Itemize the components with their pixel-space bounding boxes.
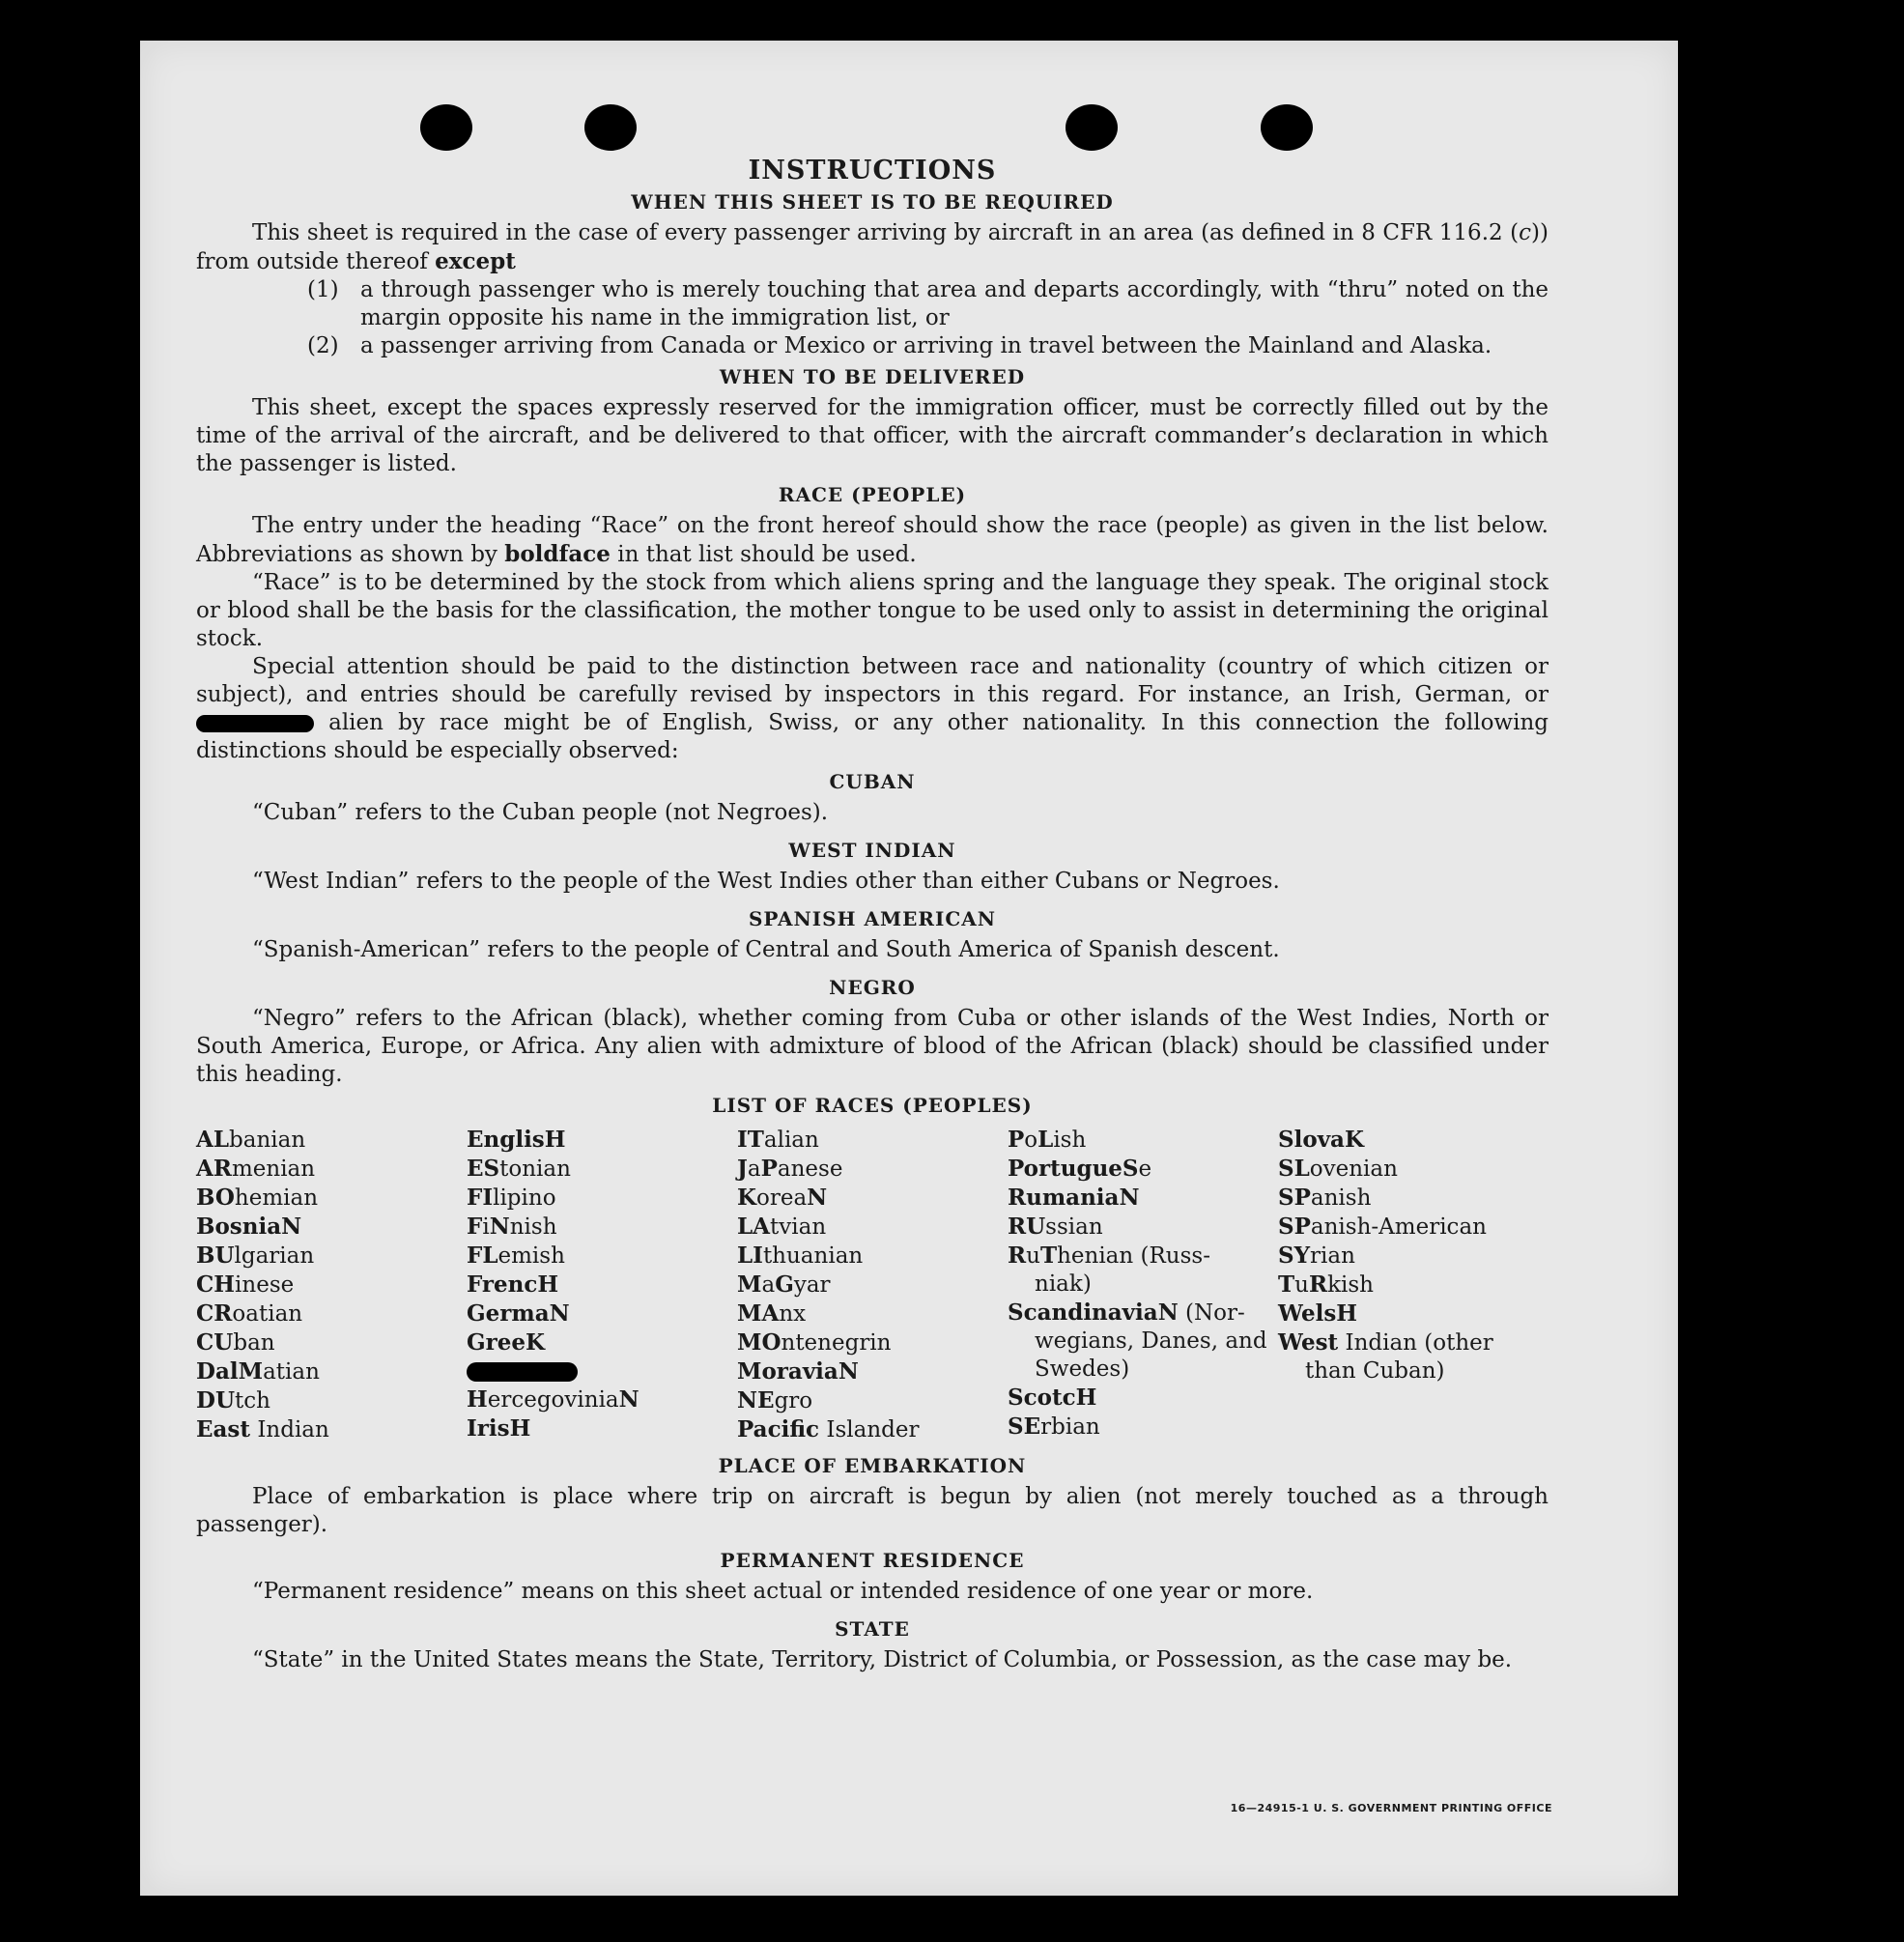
section-heading: PLACE OF EMBARKATION — [718, 1454, 1027, 1477]
paragraph: The entry under the heading “Race” on the front hereof should show the race (people) as given in the list below. Abbreviations as shown by boldface in that list should be used. — [196, 513, 1549, 567]
redaction-mark — [467, 1362, 578, 1382]
section-heading: WHEN THIS SHEET IS TO BE REQUIRED — [631, 190, 1114, 214]
punch-hole — [1261, 104, 1313, 151]
race-entry: SErbian — [1008, 1414, 1100, 1440]
race-column — [1278, 1126, 1549, 1444]
race-column — [196, 1126, 467, 1444]
page-title: INSTRUCTIONS — [748, 156, 997, 186]
race-entry: ScotcH — [1008, 1385, 1097, 1411]
paragraph: “Negro” refers to the African (black), whether coming from Cuba or other islands of the West Indies, North or South America, Europe, or Africa. Any alien with admixture of blood of the African (black) should be classified under this heading. — [196, 1006, 1549, 1087]
section-heading: SPANISH AMERICAN — [748, 907, 997, 930]
race-entry: BOhemian — [196, 1185, 319, 1211]
race-entry: CUban — [196, 1329, 275, 1356]
section-heading: WEST INDIAN — [788, 839, 956, 862]
race-entry: EnglisH — [467, 1127, 566, 1153]
section-heading: LIST OF RACES (PEOPLES) — [712, 1094, 1033, 1117]
race-entry: SLovenian — [1278, 1156, 1398, 1182]
list-item: (1) a through passenger who is merely touching that area and departs accordingly, with “thru” noted on the margin opposite his name in the immigration list, or — [307, 277, 1549, 330]
race-entry: NEgro — [737, 1387, 813, 1414]
race-entry: MAnx — [737, 1300, 807, 1327]
section-heading: RACE (PEOPLE) — [778, 483, 967, 506]
race-entry: FLemish — [467, 1242, 565, 1269]
paragraph: “West Indian” refers to the people of the West Indies other than either Cubans or Negroes. — [252, 869, 1280, 894]
list-item: (2) a passenger arriving from Canada or Mexico or arriving in travel between the Mainland and Alaska. — [307, 333, 1492, 358]
race-column — [1008, 1126, 1278, 1444]
punch-hole — [1066, 104, 1118, 151]
race-entry: ALbanian — [196, 1127, 306, 1153]
race-entry: LIthuanian — [737, 1242, 864, 1269]
race-entry: CRoatian — [196, 1300, 303, 1327]
race-entry: SYrian — [1278, 1242, 1355, 1269]
section-heading: PERMANENT RESIDENCE — [720, 1549, 1025, 1572]
paragraph: “Permanent residence” means on this sheet actual or intended residence of one year or more. — [252, 1579, 1314, 1604]
paragraph: “Race” is to be determined by the stock from which aliens spring and the language they speak. The original stock or blood shall be the basis for the classification, the mother tongue to be used only to assist in determining the original stock. — [196, 570, 1549, 651]
race-entry: MaGyar — [737, 1271, 831, 1298]
race-entry: PortugueSe — [1008, 1156, 1152, 1182]
race-entry: SPanish — [1278, 1185, 1372, 1211]
paragraph: This sheet, except the spaces expressly reserved for the immigration officer, must be correctly filled out by the time of the arrival of the aircraft, and be delivered to that officer, with the aircraft commander’s declaration in which the passenger is listed. — [196, 395, 1549, 476]
race-entry: DalMatian — [196, 1358, 320, 1385]
race-entry: KoreaN — [737, 1185, 828, 1211]
race-entry: West Indian (other than Cuban) — [1278, 1329, 1493, 1384]
punch-hole — [420, 104, 472, 151]
race-entry: BUlgarian — [196, 1242, 315, 1269]
race-entry: CHinese — [196, 1271, 295, 1298]
paragraph: “State” in the United States means the State, Territory, District of Columbia, or Possession, as the case may be. — [252, 1647, 1513, 1672]
section-heading: STATE — [835, 1617, 910, 1641]
paragraph: Special attention should be paid to the distinction between race and nationality (country of which citizen or subject), and entries should be carefully revised by inspectors in this regard. For instance, an Irish, German, or alien by race might be of English, Swiss, or any other nationality. In this connection the following distinctions should be especially observed: — [196, 654, 1549, 763]
race-entry: RumaniaN — [1008, 1185, 1140, 1211]
section-heading: CUBAN — [829, 770, 916, 793]
race-entry: MoraviaN — [737, 1358, 859, 1385]
printer-imprint: 16—24915-1 U. S. GOVERNMENT PRINTING OFFICE — [1230, 1802, 1552, 1814]
race-entry: BosniaN — [196, 1214, 302, 1240]
race-entry: Pacific Islander — [737, 1416, 920, 1442]
race-entry: JaPanese — [737, 1156, 843, 1182]
race-entry: ScandinaviaN (Nor- wegians, Danes, and Swedes) — [1008, 1299, 1267, 1382]
race-entry — [467, 1357, 737, 1385]
race-entry: IrisH — [467, 1415, 531, 1442]
race-entry: GreeK — [467, 1329, 546, 1356]
race-entry: PoLish — [1008, 1127, 1087, 1153]
race-entry: RuThenian (Russ- niak) — [1008, 1242, 1210, 1297]
document-page — [140, 41, 1678, 1896]
race-entry: ITalian — [737, 1127, 819, 1153]
punch-hole — [584, 104, 637, 151]
redaction-mark — [196, 715, 314, 732]
race-entry: FrencH — [467, 1271, 559, 1298]
race-entry: LAtvian — [737, 1214, 827, 1240]
race-entry: FIlipino — [467, 1185, 556, 1211]
race-entry: EStonian — [467, 1156, 571, 1182]
race-list — [196, 1126, 1549, 1444]
race-entry: ARmenian — [196, 1156, 316, 1182]
race-entry: DUtch — [196, 1387, 270, 1414]
race-entry: SlovaK — [1278, 1127, 1364, 1153]
paragraph: This sheet is required in the case of every passenger arriving by aircraft in an area (as defined in 8 CFR 116.2 (c)) from outside thereof except — [196, 220, 1549, 274]
race-entry: FiNnish — [467, 1214, 557, 1240]
race-entry: RUssian — [1008, 1214, 1103, 1240]
section-heading: WHEN TO BE DELIVERED — [719, 365, 1026, 388]
race-entry: HercegoviniaN — [467, 1386, 639, 1413]
race-entry: SPanish-American — [1278, 1214, 1487, 1240]
race-entry: East Indian — [196, 1416, 329, 1442]
paragraph: “Spanish-American” refers to the people of Central and South America of Spanish descent. — [252, 937, 1280, 962]
race-column — [737, 1126, 1008, 1444]
race-entry: MOntenegrin — [737, 1329, 892, 1356]
race-entry: TuRkish — [1278, 1271, 1374, 1298]
instructions-body — [196, 157, 1549, 1674]
paragraph: “Cuban” refers to the Cuban people (not Negroes). — [252, 800, 829, 825]
race-entry: GermaN — [467, 1300, 570, 1327]
race-column — [467, 1126, 737, 1444]
section-heading: NEGRO — [829, 976, 916, 999]
race-entry: WelsH — [1278, 1300, 1358, 1327]
paragraph: Place of embarkation is place where trip on aircraft is begun by alien (not merely touched as a through passenger). — [196, 1484, 1549, 1537]
